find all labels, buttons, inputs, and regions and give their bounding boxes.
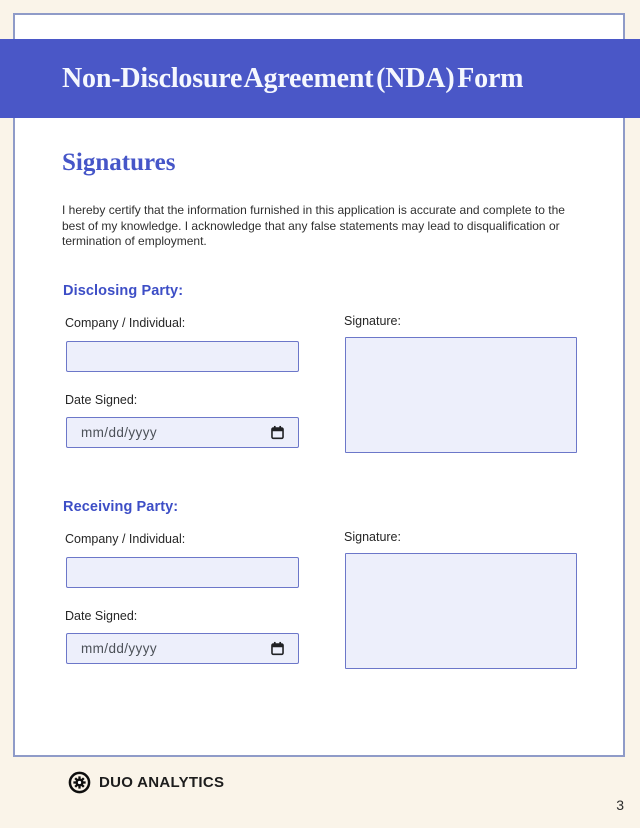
form-header-banner [0, 39, 640, 118]
date-placeholder: mm/dd/yyyy [81, 641, 158, 656]
date-signed-input[interactable] [66, 633, 299, 664]
disclosing-party-title: Disclosing Party: [63, 283, 184, 299]
gear-icon [68, 771, 91, 794]
signature-field[interactable] [345, 337, 577, 453]
date-placeholder: mm/dd/yyyy [81, 425, 158, 440]
signature-label: Signature: [344, 314, 401, 328]
form-title: Non-Disclosure Agreement (NDA) Form [62, 62, 524, 94]
disclosing-party-section [0, 283, 640, 463]
brand-name: DUO ANALYTICS [99, 774, 225, 791]
page-number: 3 [616, 797, 624, 813]
receiving-party-title: Receiving Party: [63, 499, 179, 515]
company-individual-label: Company / Individual: [65, 316, 186, 330]
signature-label: Signature: [344, 530, 401, 544]
date-signed-label: Date Signed: [65, 609, 138, 623]
date-signed-input[interactable] [66, 417, 299, 448]
receiving-party-section [0, 499, 640, 679]
calendar-icon[interactable] [270, 425, 285, 440]
company-individual-label: Company / Individual: [65, 532, 186, 546]
company-individual-input[interactable] [66, 557, 299, 588]
certification-statement: I hereby certify that the information furnished in this application is accurate and complete to the best of my knowledge. I acknowledge that any false statements may lead to disqualification or termination of employment. [62, 203, 565, 248]
signatures-heading: Signatures [62, 149, 176, 176]
signature-field[interactable] [345, 553, 577, 669]
footer-brand [68, 771, 224, 794]
calendar-icon[interactable] [270, 641, 285, 656]
company-individual-input[interactable] [66, 341, 299, 372]
date-signed-label: Date Signed: [65, 393, 138, 407]
